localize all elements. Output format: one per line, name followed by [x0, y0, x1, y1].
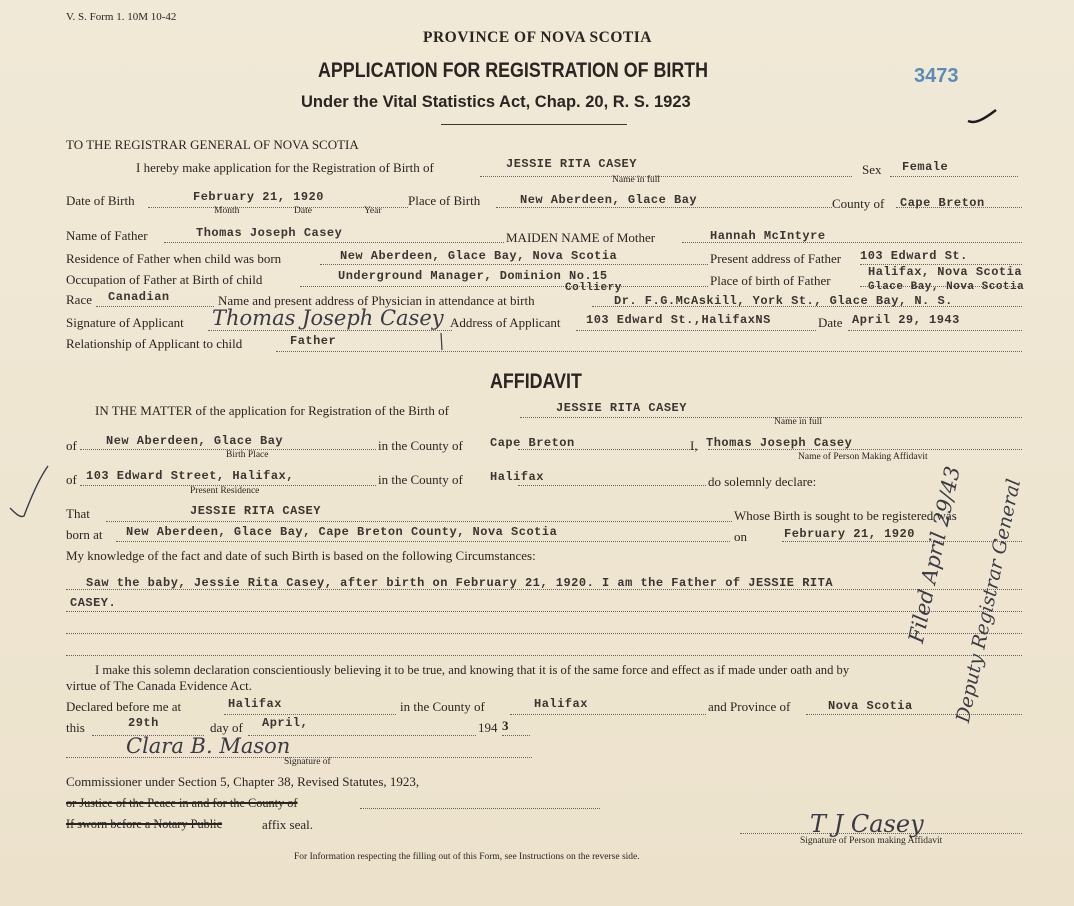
year-caption: Year [364, 206, 382, 216]
commissioner-text: Commissioner under Section 5, Chapter 38, Revised Statutes, 1923, [66, 774, 420, 789]
day-of-label: day of [210, 720, 243, 735]
filed-note: Filed April 29/43 [904, 464, 965, 645]
year-suffix: 3 [502, 718, 509, 733]
born-on-value: February 21, 1920 [784, 527, 915, 541]
knowledge-text: My knowledge of the fact and date of such Birth is based on the following Circumstances: [66, 548, 536, 563]
mother-value: Hannah McIntyre [710, 229, 826, 243]
declared-before-label: Declared before me at [66, 699, 182, 714]
affiant-county: Halifax [490, 470, 544, 484]
present-address-value: 103 Edward St. [860, 249, 968, 263]
declared-county-label: in the County of [400, 699, 485, 714]
name-caption: Name in full [612, 175, 661, 185]
province-value: Nova Scotia [828, 699, 913, 713]
applicant-address-label: Address of Applicant [450, 315, 561, 330]
father-birthplace-label: Place of birth of Father [710, 273, 831, 288]
circumstances-line-2: CASEY. [70, 596, 117, 610]
dob-label: Date of Birth [66, 193, 135, 208]
relationship-label: Relationship of Applicant to child [66, 336, 243, 351]
mother-label: MAIDEN NAME of Mother [506, 230, 656, 245]
declared-county-value: Halifax [534, 697, 588, 711]
residence-label: Residence of Father when child was born [66, 251, 282, 266]
i-label: I, [690, 438, 698, 453]
application-date-label: Date [818, 315, 843, 330]
signature-of-caption: Signature of [284, 757, 331, 767]
affidavit-birthplace: New Aberdeen, Glace Bay [106, 434, 284, 448]
occupation-label: Occupation of Father at Birth of child [66, 272, 263, 287]
dob-value: February 21, 1920 [193, 190, 324, 204]
county-label: County of [832, 196, 885, 211]
relationship-value: Father [290, 334, 337, 348]
physician-value: Dr. F.G.McAskill, York St., Glace Bay, N. S. [614, 294, 953, 308]
in-county-label: in the County of [378, 438, 463, 453]
footer-instructions: For Information respecting the filling out of this Form, see Instructions on the reverse side. [294, 852, 640, 862]
affix-seal-text: affix seal. [262, 817, 314, 832]
born-at-label: born at [66, 527, 103, 542]
declared-at-value: Halifax [228, 697, 282, 711]
sex-label: Sex [862, 162, 882, 177]
this-label: this [66, 720, 85, 735]
month-caption: Month [214, 206, 240, 216]
born-at-value: New Aberdeen, Glace Bay, Cape Breton County, Nova Scotia [126, 525, 558, 539]
father-value: Thomas Joseph Casey [196, 226, 343, 240]
pob-label: Place of Birth [408, 193, 481, 208]
month-value: April, [262, 716, 309, 730]
circumstances-line-1: Saw the baby, Jessie Rita Casey, after birth on February 21, 1920. I am the Father of JESSIE RITA [86, 576, 834, 590]
present-address-label: Present address of Father [710, 251, 842, 266]
residence-value: New Aberdeen, Glace Bay, Nova Scotia [340, 249, 618, 263]
matter-text: IN THE MATTER of the application for Registration of the Birth of [95, 403, 449, 418]
registrar-heading: TO THE REGISTRAR GENERAL OF NOVA SCOTIA [66, 137, 359, 152]
declare-text: do solemnly declare: [708, 474, 817, 489]
affiant-name: Thomas Joseph Casey [706, 436, 853, 450]
in-county2-label: in the County of [378, 472, 463, 487]
day-value: 29th [128, 716, 159, 730]
father-label: Name of Father [66, 228, 148, 243]
occupation-extra: Colliery [565, 282, 622, 294]
affidavit-heading: AFFIDAVIT [490, 370, 582, 393]
form-id: V. S. Form 1. 10M 10-42 [66, 11, 177, 23]
registration-number: 3473 [914, 65, 959, 87]
affidavit-child-name: JESSIE RITA CASEY [556, 401, 687, 415]
race-label: Race [66, 292, 92, 307]
solemn-declaration-2: virtue of The Canada Evidence Act. [66, 678, 253, 693]
form-subtitle: Under the Vital Statistics Act, Chap. 20, R. S. 1923 [301, 93, 691, 111]
applicant-signature: Thomas Joseph Casey [212, 306, 444, 330]
year-prefix: 194 [478, 720, 498, 735]
physician-extra: Glace Bay, Nova Scotia [868, 281, 1025, 293]
application-date-value: April 29, 1943 [852, 313, 960, 327]
residence-caption: Present Residence [190, 486, 260, 496]
struck-notary-line: If sworn before a Notary Public [66, 817, 223, 831]
applicant-signature-label: Signature of Applicant [66, 315, 184, 330]
deputy-note: Deputy Registrar General [952, 477, 1026, 725]
struck-jp-line: or Justice of the Peace in and for the County of [66, 796, 298, 810]
county-value: Cape Breton [900, 196, 985, 210]
province-label: and Province of [708, 699, 791, 714]
whose-birth-text: Whose Birth is sought to be registered was [734, 508, 957, 523]
sex-value: Female [902, 160, 949, 174]
of2-label: of [66, 472, 77, 487]
applicant-address-value: 103 Edward St.,HalifaxNS [586, 313, 771, 327]
race-value: Canadian [108, 290, 170, 304]
child-name: JESSIE RITA CASEY [506, 157, 637, 171]
province-heading: PROVINCE OF NOVA SCOTIA [423, 29, 652, 46]
birthplace-caption: Birth Place [226, 450, 269, 460]
application-intro: I hereby make application for the Registration of Birth of [136, 160, 434, 175]
occupation-value: Underground Manager, Dominion No.15 [338, 269, 608, 283]
physician-label: Name and present address of Physician in attendance at birth [218, 293, 535, 308]
affidavit-name-caption: Name in full [774, 417, 823, 427]
pob-value: New Aberdeen, Glace Bay [520, 193, 698, 207]
commissioner-signature: Clara B. Mason [126, 734, 291, 758]
affidavit-county: Cape Breton [490, 436, 575, 450]
that-label: That [66, 506, 90, 521]
that-name: JESSIE RITA CASEY [190, 504, 321, 518]
father-birthplace-value: Halifax, Nova Scotia [868, 265, 1023, 279]
on-label: on [734, 529, 747, 544]
of-label: of [66, 438, 77, 453]
affiant-name-caption: Name of Person Making Affidavit [798, 452, 928, 462]
solemn-declaration-1: I make this solemn declaration conscientiously believing it to be true, and knowing that it is of the same force and effect as if made under oath and by [95, 663, 850, 677]
affiant-signature: T J Casey [810, 810, 924, 838]
form-title: APPLICATION FOR REGISTRATION OF BIRTH [318, 59, 709, 82]
affiant-signature-caption: Signature of Person making Affidavit [800, 836, 943, 846]
date-caption: Date [294, 206, 312, 216]
affiant-residence: 103 Edward Street, Halifax, [86, 469, 294, 483]
